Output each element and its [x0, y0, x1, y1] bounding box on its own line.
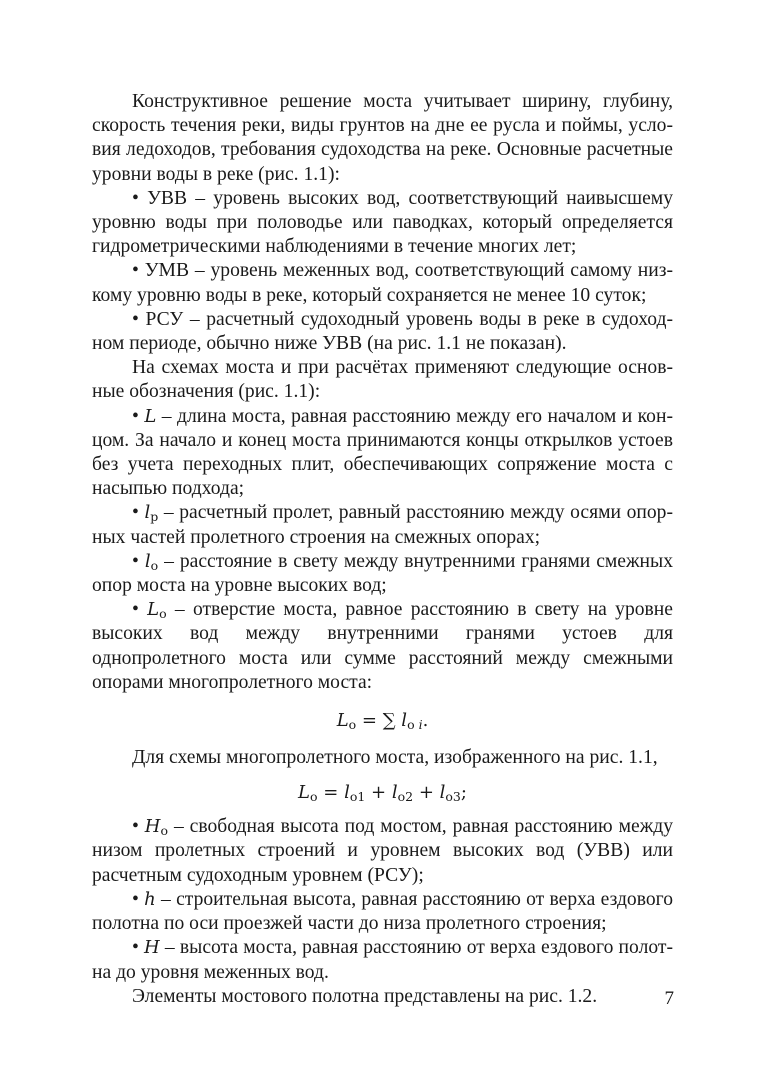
symbol-lp: $l_р$: [144, 502, 159, 525]
bullet-design-span: • $l_р$ – расчетный пролет, равный расстоянию между осями опорных частей пролетного строения на смежных опорах;: [92, 502, 673, 548]
bullet-uvv: • УВВ – уровень высоких вод, соответствующий наивысшему уровню воды при половодье или паводках, который определяется гидрометрическими наблюдениями в течение многих лет;: [92, 187, 673, 258]
bullet-rsu: • РСУ – расчетный судоходный уровень воды в реке в судоходном периоде, обычно ниже УВВ (на рис. 1.1 не показан).: [92, 308, 673, 355]
bullet-umv: • УМВ – уровень меженных вод, соответствующий самому низкому уровню воды в реке, который сохраняется не менее 10 суток;: [92, 260, 673, 306]
bullet-bridge-height: • H – высота моста, равная расстоянию от верха ездового полотна до уровня меженных вод.: [92, 937, 673, 983]
page-number: 7: [664, 988, 674, 1009]
symbol-Ho: $H_о$: [144, 816, 169, 839]
symbol-H: H: [144, 937, 160, 959]
symbol-L: L: [144, 405, 157, 427]
bullet-construction-height: • ℎ – строительная высота, равная расстоянию от верха ездового полотна по оси проезжей части до низа пролетного строения;: [92, 888, 673, 935]
symbol-h: ℎ: [144, 888, 156, 910]
page-body: [92, 90, 673, 1009]
paragraph-deck-elements: Элементы мостового полотна представлены на рис. 1.2.: [132, 985, 598, 1007]
paragraph-multispan: Для схемы многопролетного моста, изображенного на рис. 1.1,: [132, 747, 658, 769]
bullet-bridge-opening: • $L_о$ – отверстие моста, равное расстоянию в свету на уровне высоких вод между внутренними гранями устоев для однопролетного моста или сумме расстояний между смежными опорами многопролетного моста:: [92, 599, 673, 693]
symbol-lo: $l_о$: [144, 550, 159, 573]
paragraph-notation-intro: На схемах моста и при расчётах применяют следующие основные обозначения (рис. 1.1):: [92, 357, 673, 403]
formula-opening-sum: $L_о$ = ∑ $l_{о i}$.: [336, 710, 429, 733]
paragraph-intro: Конструктивное решение моста учитывает ширину, глубину, скорость течения реки, виды грунтов на дне ее русла и поймы, условия ледоходов, требования судоходства на реке. Основные расчетные уровни воды в реке (рис. 1.1):: [92, 91, 673, 185]
bullet-bridge-length: • L – длина моста, равная расстоянию между его началом и концом. За начало и конец моста принимаются концы открылков устоев без учета переходных плит, обеспечивающих сопряжение моста с насыпью подхода;: [92, 405, 674, 500]
bullet-free-height: • $H_о$ – свободная высота под мостом, равная расстоянию между низом пролетных строений и уровнем высоких вод (УВВ) или расчетным судоходным уровнем (РСУ);: [92, 816, 674, 886]
symbol-Lo: $L_о$: [147, 599, 167, 622]
bullet-clear-distance: • $l_о$ – расстояние в свету между внутренними гранями смежных опор моста на уровне высоких вод;: [92, 550, 673, 597]
formula-opening-three: $L_о = l_{о1} + l_{о2} + l_{о3}$;: [298, 782, 467, 805]
